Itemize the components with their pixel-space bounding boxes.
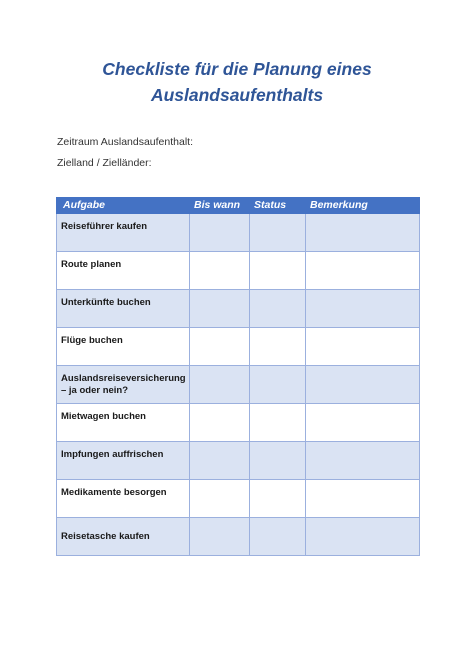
- task-cell: Reiseführer kaufen: [57, 214, 190, 252]
- title-line-1: Checkliste für die Planung eines: [102, 59, 372, 79]
- status-cell[interactable]: [250, 442, 306, 480]
- table-row: [57, 480, 420, 518]
- header-task: Aufgabe: [57, 198, 190, 214]
- status-cell[interactable]: [250, 290, 306, 328]
- status-cell[interactable]: [250, 518, 306, 556]
- table-row: [57, 290, 420, 328]
- header-due: Bis wann: [190, 198, 250, 214]
- table-row: [57, 328, 420, 366]
- task-cell: Route planen: [57, 252, 190, 290]
- header-status: Status: [250, 198, 306, 214]
- task-cell: Impfungen auffrischen: [57, 442, 190, 480]
- task-cell: Mietwagen buchen: [57, 404, 190, 442]
- status-cell[interactable]: [250, 252, 306, 290]
- note-cell[interactable]: [306, 480, 420, 518]
- due-cell[interactable]: [190, 290, 250, 328]
- table-row: [57, 518, 420, 556]
- table-row: [57, 252, 420, 290]
- task-cell: Auslandsreiseversicherung – ja oder nein?: [57, 366, 190, 404]
- note-cell[interactable]: [306, 518, 420, 556]
- due-cell[interactable]: [190, 442, 250, 480]
- note-cell[interactable]: [306, 214, 420, 252]
- due-cell[interactable]: [190, 518, 250, 556]
- due-cell[interactable]: [190, 252, 250, 290]
- status-cell[interactable]: [250, 366, 306, 404]
- task-cell: Unterkünfte buchen: [57, 290, 190, 328]
- task-cell: Reisetasche kaufen: [57, 518, 190, 556]
- due-cell[interactable]: [190, 214, 250, 252]
- status-cell[interactable]: [250, 480, 306, 518]
- note-cell[interactable]: [306, 404, 420, 442]
- note-cell[interactable]: [306, 366, 420, 404]
- note-cell[interactable]: [306, 290, 420, 328]
- note-cell[interactable]: [306, 252, 420, 290]
- task-cell: Flüge buchen: [57, 328, 190, 366]
- status-cell[interactable]: [250, 214, 306, 252]
- due-cell[interactable]: [190, 404, 250, 442]
- due-cell[interactable]: [190, 480, 250, 518]
- note-cell[interactable]: [306, 442, 420, 480]
- title-line-2: Auslandsaufenthalts: [150, 85, 324, 105]
- header-note: Bemerkung: [306, 198, 420, 214]
- table-header-row: [57, 198, 420, 214]
- status-cell[interactable]: [250, 328, 306, 366]
- note-cell[interactable]: [306, 328, 420, 366]
- due-cell[interactable]: [190, 366, 250, 404]
- table-row: [57, 442, 420, 480]
- table-row: [57, 404, 420, 442]
- document-title: [0, 56, 474, 108]
- due-cell[interactable]: [190, 328, 250, 366]
- status-cell[interactable]: [250, 404, 306, 442]
- field-destination: Zielland / Zielländer:: [57, 157, 152, 169]
- table-row: [57, 214, 420, 252]
- table-row: [57, 366, 420, 404]
- task-cell: Medikamente besorgen: [57, 480, 190, 518]
- field-period: Zeitraum Auslandsaufenthalt:: [57, 136, 193, 148]
- checklist-table: [56, 197, 420, 556]
